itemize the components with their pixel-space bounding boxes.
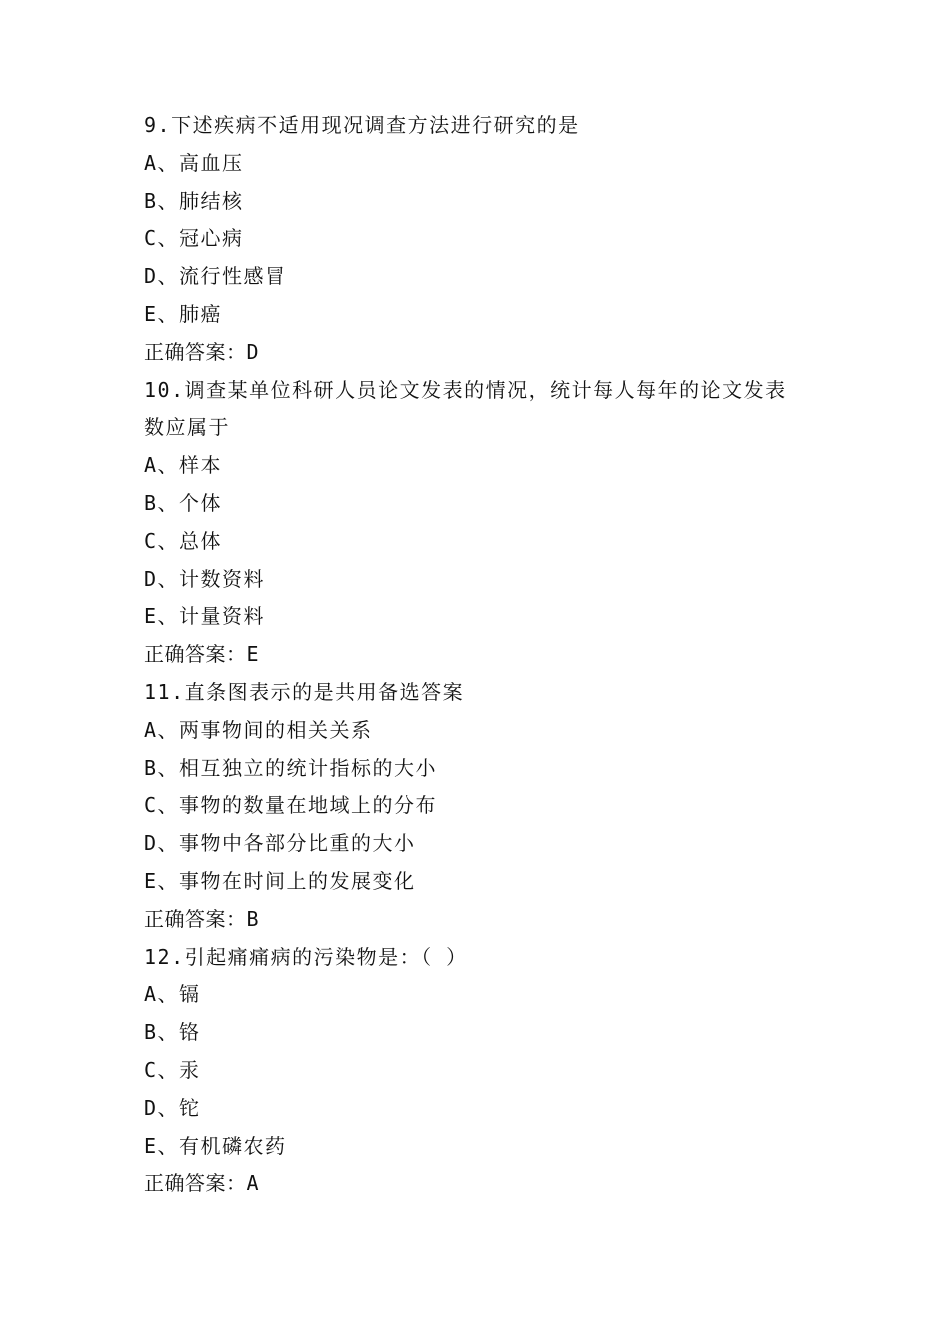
answer-value: B bbox=[246, 906, 260, 931]
option-a: A、镉 bbox=[144, 982, 201, 1007]
answer-label: 正确答案： bbox=[144, 642, 247, 667]
option-e: E、计量资料 bbox=[144, 604, 266, 629]
question-stem: 9.下述疾病不适用现况调查方法进行研究的是 bbox=[144, 113, 580, 137]
option-d: D、事物中各部分比重的大小 bbox=[144, 831, 416, 856]
answer-label: 正确答案： bbox=[144, 1171, 247, 1196]
option-b: B、铬 bbox=[144, 1020, 201, 1045]
option-d: D、铊 bbox=[144, 1095, 201, 1120]
option-c: C、冠心病 bbox=[144, 226, 244, 251]
option-e: E、有机磷农药 bbox=[144, 1133, 287, 1158]
answer-label: 正确答案： bbox=[144, 339, 247, 364]
document-page bbox=[144, 107, 824, 1203]
question-block bbox=[144, 674, 824, 939]
correct-answer bbox=[144, 901, 824, 939]
option-d: D、流行性感冒 bbox=[144, 264, 287, 289]
question-block bbox=[144, 107, 824, 372]
answer-value: E bbox=[246, 642, 260, 667]
correct-answer bbox=[144, 334, 824, 372]
answer-value: A bbox=[246, 1171, 260, 1196]
question-stem-continued: 数应属于 bbox=[144, 415, 230, 440]
option-b: B、肺结核 bbox=[144, 188, 244, 213]
option-c: C、总体 bbox=[144, 528, 223, 553]
question-block bbox=[144, 939, 824, 1204]
question-stem: 10.调查某单位科研人员论文发表的情况，统计每人每年的论文发表 bbox=[144, 377, 787, 402]
question-stem: 12.引起痛痛病的污染物是：（ ） bbox=[144, 944, 468, 969]
option-b: B、相互独立的统计指标的大小 bbox=[144, 755, 438, 780]
correct-answer bbox=[144, 1165, 824, 1203]
option-d: D、计数资料 bbox=[144, 566, 266, 591]
option-e: E、事物在时间上的发展变化 bbox=[144, 868, 416, 893]
option-a: A、高血压 bbox=[144, 150, 244, 175]
option-c: C、汞 bbox=[144, 1057, 201, 1082]
option-a: A、两事物间的相关关系 bbox=[144, 717, 373, 742]
question-stem: 11.直条图表示的是共用备选答案 bbox=[144, 679, 465, 704]
answer-label: 正确答案： bbox=[144, 906, 247, 931]
option-e: E、肺癌 bbox=[144, 301, 223, 326]
option-a: A、样本 bbox=[144, 453, 223, 478]
correct-answer bbox=[144, 636, 824, 674]
answer-value: D bbox=[246, 339, 260, 364]
option-b: B、个体 bbox=[144, 490, 223, 515]
question-block bbox=[144, 372, 824, 674]
option-c: C、事物的数量在地域上的分布 bbox=[144, 793, 438, 818]
